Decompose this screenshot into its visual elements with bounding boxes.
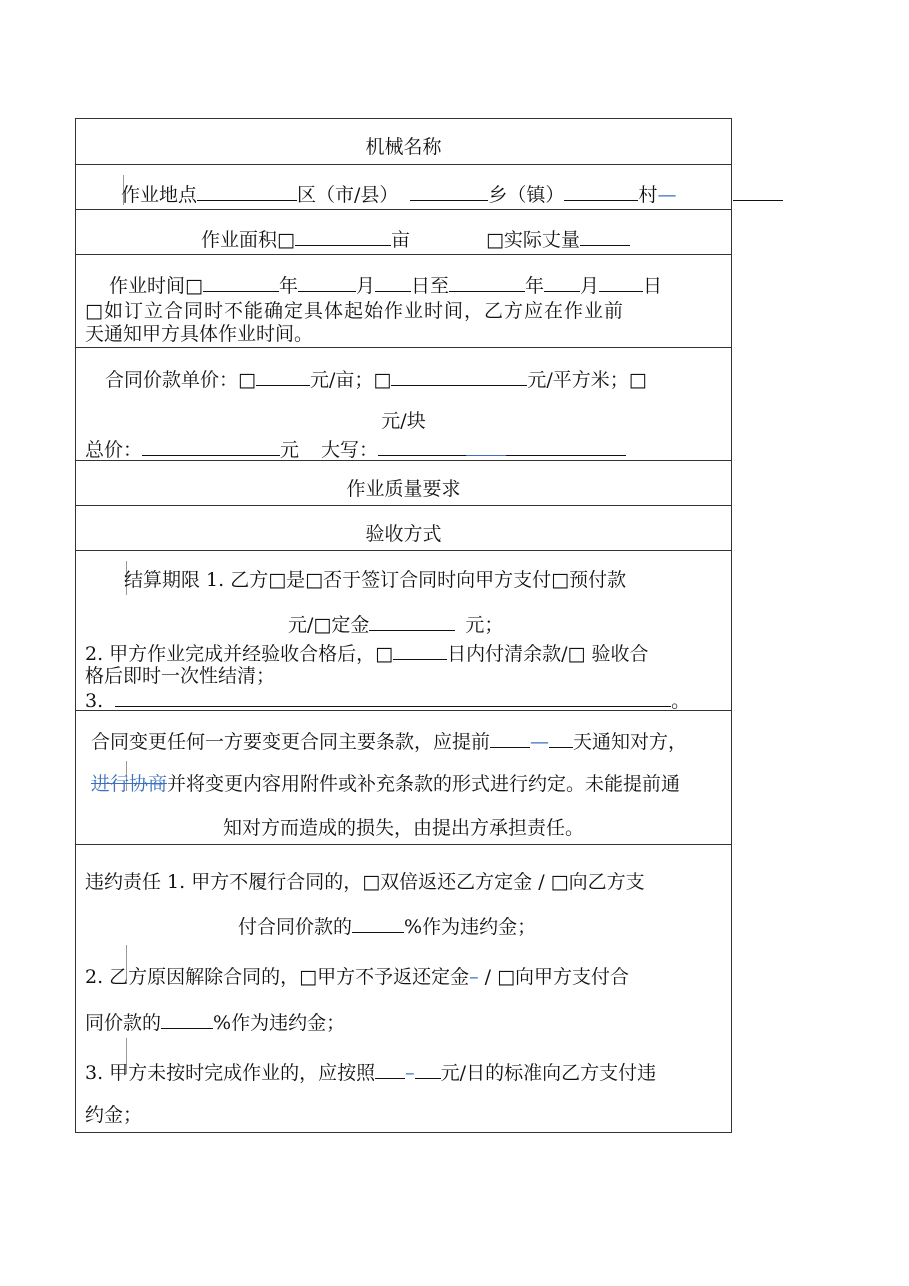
notice-days-blank-a[interactable]: [490, 729, 530, 748]
deposit-blank[interactable]: [369, 612, 455, 631]
year-label: 年: [278, 275, 298, 297]
breach-text-2b: %作为违约金；: [404, 916, 537, 938]
end-month-blank[interactable]: [544, 273, 580, 292]
breach-line-4: [85, 1010, 345, 1034]
time-line-2: □如订立合同时不能确定具体起始作业时间，乙方应在作业前: [85, 300, 624, 322]
breach-text-5b: 元/日的标准向乙方支付违: [440, 1062, 657, 1084]
price-total-line: [85, 437, 626, 461]
notice-dash: —: [530, 731, 550, 753]
total-price-label: 总价：: [85, 439, 143, 461]
township-blank[interactable]: [410, 182, 488, 201]
capital-amount-blank-c[interactable]: [506, 437, 626, 456]
per-sqm-label: 元/平方米；□: [527, 369, 647, 391]
row-location: [76, 165, 731, 210]
price-per-sqm-blank[interactable]: [391, 367, 527, 386]
quality-label: 作业质量要求: [346, 478, 461, 500]
settlement-line-3: [85, 641, 649, 665]
location-line: [121, 182, 676, 206]
settlement-line-5: [85, 688, 690, 712]
item-3-number: 3.: [85, 690, 104, 712]
capital-amount-blank-a[interactable]: [378, 437, 466, 456]
breach-text-4b: %作为违约金；: [213, 1012, 346, 1034]
breach-dash-2: –: [405, 1062, 415, 1084]
breach-line-6: 约金；: [85, 1104, 143, 1126]
breach-text-5a: 3. 甲方未按时完成作业的，应按照: [85, 1062, 376, 1084]
district-blank[interactable]: [197, 182, 297, 201]
machine-name-label: 机械名称: [365, 136, 442, 158]
daily-penalty-blank-b[interactable]: [415, 1060, 441, 1079]
acceptance-label: 验收方式: [365, 523, 442, 545]
item-3-blank[interactable]: [115, 688, 671, 707]
settlement-line-4: 格后即时一次性结清；: [85, 665, 276, 687]
start-month-blank[interactable]: [298, 273, 356, 292]
price-per-mu-blank[interactable]: [256, 367, 310, 386]
breach-text-2a: 付合同价款的: [238, 916, 353, 938]
start-year-blank[interactable]: [203, 273, 279, 292]
change-line-3: 知对方而造成的损失，由提出方承担责任。: [222, 817, 584, 839]
month-label-2: 月: [580, 275, 600, 297]
day-to-label: 日至: [410, 275, 449, 297]
penalty-percent-blank-2[interactable]: [161, 1010, 213, 1029]
change-text-2: 天通知对方，: [573, 731, 688, 753]
breach-dash-1: –: [469, 966, 479, 988]
item-3-end: 。: [671, 690, 691, 712]
row-price: [76, 348, 731, 461]
deposit-yuan: 元；: [465, 614, 504, 636]
settlement-line-2: [288, 612, 503, 636]
row-acceptance: [76, 506, 731, 551]
month-label: 月: [355, 275, 375, 297]
area-unit: 亩: [390, 229, 410, 251]
capital-amount-blank-b[interactable]: [466, 437, 506, 456]
district-label: 区（市/县）: [297, 184, 399, 206]
time-line-3: 天通知甲方具体作业时间。: [85, 323, 314, 345]
village-dash: —: [657, 184, 677, 206]
village-blank-overflow: [733, 199, 783, 201]
row-time: [76, 255, 731, 348]
penalty-percent-blank-1[interactable]: [352, 914, 404, 933]
time-line-1: [109, 273, 662, 297]
balance-days-blank[interactable]: [393, 641, 447, 660]
year-label-2: 年: [525, 275, 545, 297]
township-label: 乡（镇）: [488, 184, 565, 206]
village-blank[interactable]: [564, 182, 638, 201]
change-line-2: [91, 773, 680, 795]
row-area: [76, 210, 731, 255]
daily-penalty-blank-a[interactable]: [375, 1060, 405, 1079]
yuan-label: 元: [280, 439, 300, 461]
row-breach: [76, 845, 731, 1134]
change-line-1: [91, 729, 687, 753]
breach-text-3a: 2. 乙方原因解除合同的，□甲方不予返还定金: [85, 966, 470, 988]
start-day-blank[interactable]: [375, 273, 411, 292]
total-price-blank[interactable]: [142, 437, 280, 456]
row-change: [76, 711, 731, 845]
area-blank[interactable]: [295, 227, 391, 246]
breach-line-3: [85, 966, 629, 988]
capital-amount-label: 大写：: [321, 439, 379, 461]
area-checkbox[interactable]: □: [277, 229, 295, 251]
contract-table: [75, 118, 732, 1133]
change-text-3: 并将变更内容用附件或补充条款的形式进行约定。未能提前通: [167, 773, 681, 795]
village-label: 村: [638, 184, 658, 206]
end-year-blank[interactable]: [449, 273, 525, 292]
breach-line-2: [238, 914, 536, 938]
actual-measure-blank[interactable]: [580, 227, 630, 246]
price-line-1: [105, 367, 647, 391]
location-label: 作业地点: [121, 184, 198, 206]
balance-label: 2. 甲方作业完成并经验收合格后，□: [85, 643, 394, 665]
area-label: 作业面积: [201, 229, 278, 251]
breach-text-3b: / □向甲方支付合: [478, 966, 630, 988]
row-machine-name: [76, 119, 731, 165]
time-label: 作业时间□: [109, 275, 203, 297]
balance-days-label: 日内付清余款/□ 验收合: [447, 643, 649, 665]
per-block-label: 元/块: [381, 410, 426, 432]
day-label: 日: [643, 275, 663, 297]
breach-line-5: [85, 1060, 656, 1084]
deleted-text: 进行协商: [91, 773, 168, 795]
unit-price-label: 合同价款单价：□: [105, 369, 256, 391]
settlement-line-1: 结算期限 1. 乙方□是□否于签订合同时向甲方支付□预付款: [124, 569, 627, 591]
breach-text-4a: 同价款的: [85, 1012, 162, 1034]
change-text-1: 合同变更任何一方要变更合同主要条款，应提前: [91, 731, 491, 753]
row-settlement: [76, 551, 731, 711]
row-quality: [76, 461, 731, 506]
area-line: [201, 227, 630, 251]
notice-days-blank-b[interactable]: [549, 729, 573, 748]
deposit-label: 元/□定金: [288, 614, 370, 636]
end-day-blank[interactable]: [599, 273, 643, 292]
per-mu-label: 元/亩；□: [309, 369, 392, 391]
breach-line-1: 违约责任 1. 甲方不履行合同的，□双倍返还乙方定金 / □向乙方支: [85, 871, 645, 893]
actual-measure-label[interactable]: □实际丈量: [485, 229, 580, 251]
